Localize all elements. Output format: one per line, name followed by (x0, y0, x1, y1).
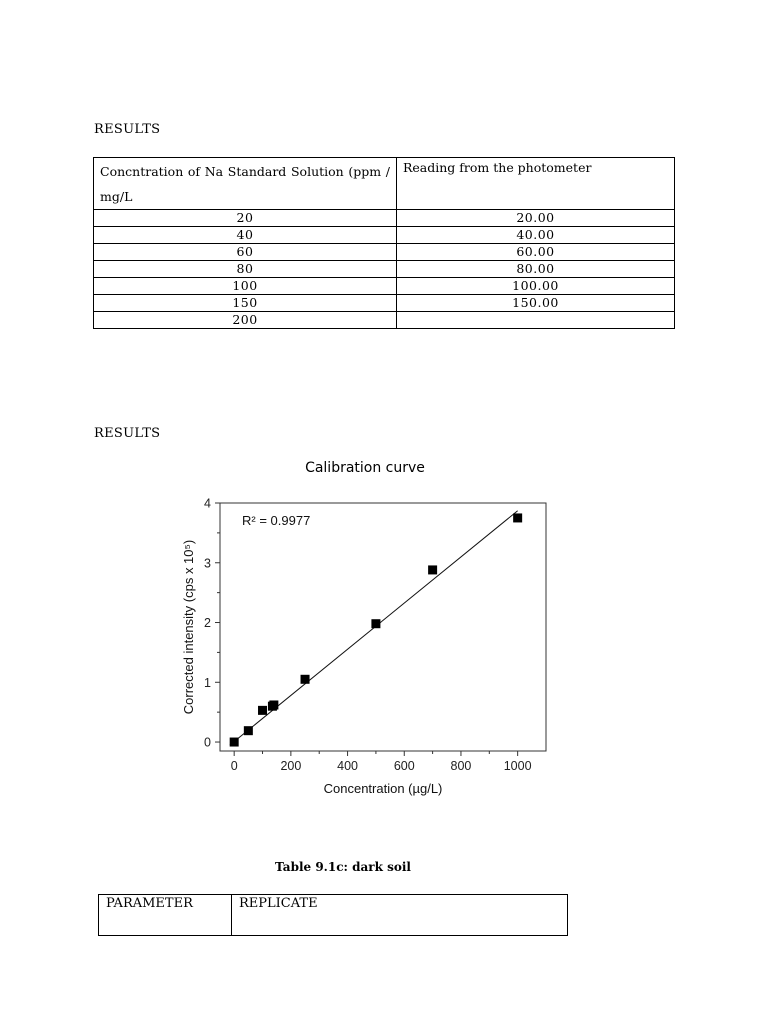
chart-plot (175, 490, 555, 800)
concentration-cell: 40 (94, 227, 397, 244)
concentration-cell: 150 (94, 295, 397, 312)
data-point (258, 706, 267, 715)
y-tick-label: 3 (204, 556, 211, 571)
data-point (230, 738, 239, 747)
table-header-row (99, 895, 568, 936)
y-tick-label: 1 (204, 675, 211, 690)
reading-cell: 60.00 (397, 244, 675, 261)
table-row (94, 261, 675, 278)
x-tick-label: 200 (280, 759, 302, 773)
calibration-chart (175, 455, 555, 800)
x-tick-label: 0 (230, 759, 238, 773)
results-heading-1: RESULTS (94, 122, 161, 137)
concentration-cell: 100 (94, 278, 397, 295)
data-point (513, 513, 522, 522)
reading-cell: 150.00 (397, 295, 675, 312)
results-heading-2: RESULTS (94, 426, 161, 441)
parameter-header: PARAMETER (99, 895, 232, 936)
table-row (94, 210, 675, 227)
y-axis-label: Corrected intensity (cps x 10⁵) (181, 539, 196, 715)
data-point (371, 619, 380, 628)
reading-cell: 100.00 (397, 278, 675, 295)
x-tick-label: 400 (337, 759, 358, 773)
chart-title: Calibration curve (305, 460, 425, 476)
replicate-header: REPLICATE (232, 895, 568, 936)
reading-header: Reading from the photometer (397, 158, 675, 210)
concentration-cell: 80 (94, 261, 397, 278)
y-tick-label: 4 (204, 496, 211, 511)
reading-cell: 40.00 (397, 227, 675, 244)
reading-cell: 20.00 (397, 210, 675, 227)
reading-cell: 80.00 (397, 261, 675, 278)
data-point (428, 565, 437, 574)
concentration-cell: 60 (94, 244, 397, 261)
table-header-row (94, 158, 675, 210)
dark-soil-table (98, 894, 568, 936)
data-point (244, 726, 253, 735)
reading-cell (397, 312, 675, 329)
concentration-cell: 20 (94, 210, 397, 227)
table-row (94, 278, 675, 295)
concentration-header: Concntration of Na Standard Solution (ppm / mg/L (94, 158, 397, 210)
r-squared-annotation: R² = 0.9977 (242, 513, 311, 528)
table-row (94, 227, 675, 244)
concentration-cell: 200 (94, 312, 397, 329)
table-row (94, 312, 675, 329)
x-tick-label: 600 (393, 759, 415, 773)
standard-solution-table (93, 157, 675, 329)
table-row (94, 244, 675, 261)
x-tick-label: 800 (450, 759, 472, 773)
table-caption: Table 9.1c: dark soil (275, 860, 411, 874)
x-tick-label: 1000 (503, 759, 532, 773)
x-axis-label: Concentration (µg/L) (323, 781, 443, 796)
y-tick-label: 0 (204, 735, 211, 750)
data-point (269, 700, 278, 709)
data-point (301, 675, 310, 684)
y-tick-label: 2 (204, 616, 211, 631)
table-row (94, 295, 675, 312)
